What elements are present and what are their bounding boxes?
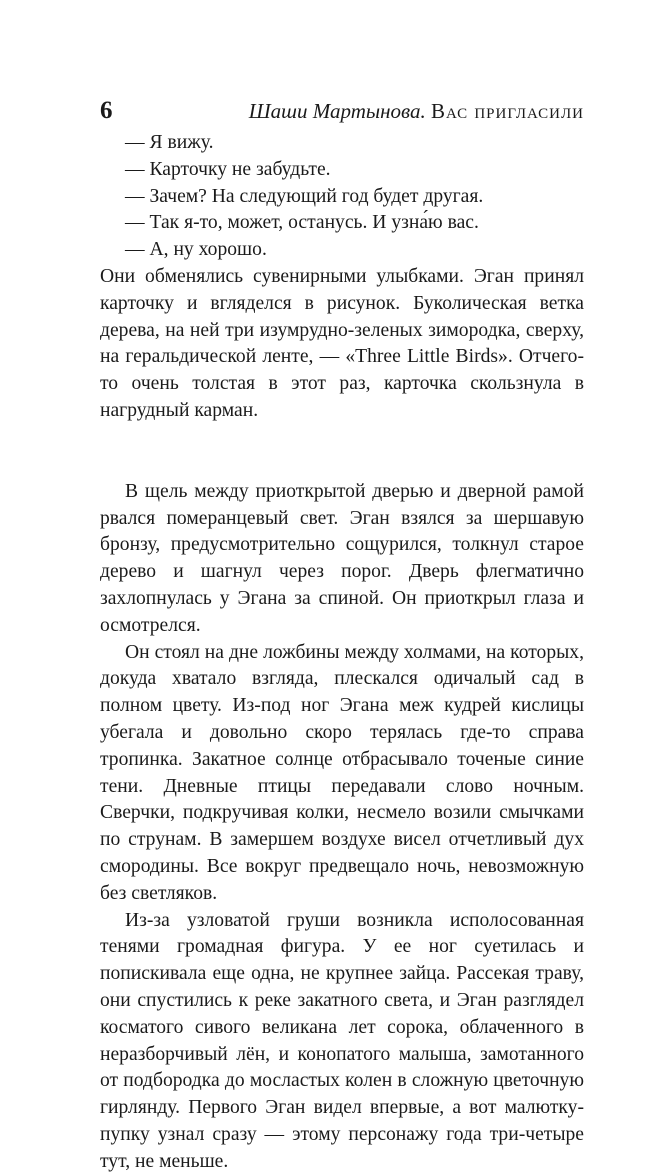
body-text bbox=[100, 130, 584, 1175]
dialogue-line: — Так я-то, может, останусь. И узна́ю вас. bbox=[125, 212, 479, 234]
running-head-author: Шаши Мартынова. bbox=[248, 99, 426, 123]
dialogue-line: — Зачем? На следующий год будет другая. bbox=[125, 185, 484, 207]
paragraph: В щель между приоткрытой дверью и дверной рамой рвался померанцевый свет. Эган взялся за шершавую бронзу, предусмотрительно сощурился, толкнул старое дерево и шагнул через порог. Дверь флегматично захлопнулась у Эгана за спиной. Он приоткрыл глаза и осмотрелся. bbox=[100, 480, 584, 636]
paragraph: Он стоял на дне ложбины между холмами, на которых, докуда хватало взгляда, плескался одичалый сад в полном цвету. Из-под ног Эгана меж кудрей кислицы убегала и довольно скоро терялась где-то справа тропинка. Закатное солнце отбрасывало точеные синие тени. Дневные птицы передавали слово ночным. Сверчки, подкручивая колки, несмело возили смычками по струнам. В замершем воздухе висел отчетливый дух смородины. Все вокруг предвещало ночь, невозможную без светляков. bbox=[100, 641, 584, 904]
dialogue-line: — Я вижу. bbox=[125, 132, 214, 153]
page-number: 6 bbox=[100, 97, 113, 124]
dialogue-line: — Карточку не забудьте. bbox=[125, 158, 331, 180]
paragraph: Они обменялись сувенирными улыбками. Эган принял карточку и вгляделся в рисунок. Буколическая ветка дерева, на ней три изумрудно-зеленых зимородка, сверху, на геральдической ленте, — «Three Little Birds». Отчего-то очень толстая в этот раз, карточка скользнула в нагрудный карман. bbox=[100, 265, 584, 421]
page-header bbox=[100, 96, 584, 126]
dialogue-line: — А, ну хорошо. bbox=[125, 239, 267, 261]
running-head bbox=[249, 96, 584, 126]
paragraph: Из-за узловатой груши возникла исполосованная тенями громадная фигура. У ее ног суетилась и попискивала еще одна, не крупнее зайца. Рассекая траву, они спустились к реке закатного света, и Эган разглядел косматого сивого великана лет сорока, облаченного в неразборчивый лён, и конопатого малыша, замотанного от подбородка до мосластых колен в сложную цветочную гирлянду. Первого Эган видел впервые, а вот малютку-пупку узнал сразу — этому персонажу года три-четыре тут, не меньше. bbox=[100, 909, 584, 1172]
section-break bbox=[100, 425, 584, 452]
section-break-spacer bbox=[100, 452, 584, 479]
running-head-title: Вас пригласили bbox=[430, 99, 584, 123]
